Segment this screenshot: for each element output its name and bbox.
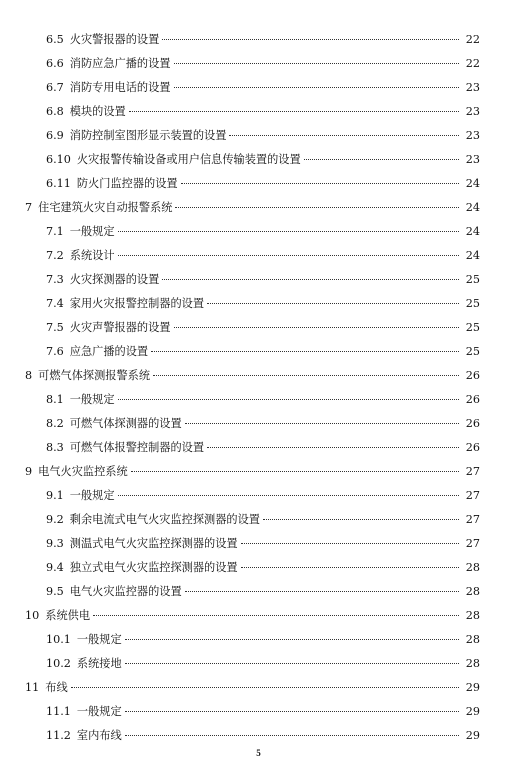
toc-entry-title: 系统供电 bbox=[45, 609, 91, 622]
toc-entry-page: 25 bbox=[465, 345, 480, 358]
toc-entry[interactable] bbox=[0, 388, 517, 412]
toc-entry-number: 9.3 bbox=[46, 537, 64, 550]
toc-entry-page: 23 bbox=[465, 81, 480, 94]
toc-entry-title: 电气火灾监控系统 bbox=[38, 465, 128, 478]
dot-leader bbox=[185, 423, 459, 424]
toc-entry-number: 9 bbox=[25, 465, 33, 478]
toc-entry-number: 8.1 bbox=[46, 393, 64, 406]
toc-entry-number: 10.1 bbox=[46, 633, 71, 646]
dot-leader bbox=[174, 327, 460, 328]
toc-entry[interactable] bbox=[0, 76, 517, 100]
dot-leader bbox=[185, 591, 459, 592]
dot-leader bbox=[151, 351, 459, 352]
toc-entry[interactable] bbox=[0, 556, 517, 580]
toc-entry-page: 29 bbox=[465, 681, 480, 694]
toc-entry-title: 消防控制室图形显示装置的设置 bbox=[69, 129, 227, 142]
toc-entry[interactable] bbox=[0, 172, 517, 196]
dot-leader bbox=[304, 159, 459, 160]
toc-entry-number: 7.2 bbox=[46, 249, 64, 262]
toc-entry[interactable] bbox=[0, 316, 517, 340]
toc-entry-page: 24 bbox=[465, 225, 480, 238]
toc-entry-title: 系统接地 bbox=[76, 657, 122, 670]
toc-entry[interactable] bbox=[0, 124, 517, 148]
dot-leader bbox=[174, 63, 460, 64]
toc-entry-number: 10 bbox=[25, 609, 40, 622]
toc-entry-title: 应急广播的设置 bbox=[69, 345, 149, 358]
toc-entry[interactable] bbox=[0, 676, 517, 700]
dot-leader bbox=[125, 711, 459, 712]
toc-entry-number: 8.2 bbox=[46, 417, 64, 430]
toc-entry-page: 22 bbox=[465, 57, 480, 70]
toc-entry-title: 布线 bbox=[45, 681, 68, 694]
toc-entry-page: 24 bbox=[465, 249, 480, 262]
dot-leader bbox=[118, 255, 459, 256]
dot-leader bbox=[118, 231, 459, 232]
toc-entry-page: 23 bbox=[465, 153, 480, 166]
toc-entry-number: 9.2 bbox=[46, 513, 64, 526]
toc-entry-title: 室内布线 bbox=[76, 729, 122, 742]
toc-entry[interactable] bbox=[0, 268, 517, 292]
toc-entry[interactable] bbox=[0, 700, 517, 724]
toc-entry-title: 独立式电气火灾监控探测器的设置 bbox=[69, 561, 238, 574]
dot-leader bbox=[162, 39, 459, 40]
dot-leader bbox=[241, 567, 459, 568]
toc-entry-page: 24 bbox=[465, 177, 480, 190]
dot-leader bbox=[71, 687, 459, 688]
toc-entry-page: 29 bbox=[465, 705, 480, 718]
toc-entry-title: 防火门监控器的设置 bbox=[76, 177, 178, 190]
toc-entry-page: 25 bbox=[465, 321, 480, 334]
toc-entry-title: 系统设计 bbox=[69, 249, 115, 262]
dot-leader bbox=[175, 207, 459, 208]
toc-entry-title: 火灾探测器的设置 bbox=[69, 273, 160, 286]
dot-leader bbox=[118, 399, 459, 400]
toc-entry-page: 26 bbox=[465, 369, 480, 382]
toc-entry-number: 7 bbox=[25, 201, 33, 214]
toc-entry-number: 6.11 bbox=[46, 177, 71, 190]
toc-entry-page: 28 bbox=[465, 657, 480, 670]
toc-entry[interactable] bbox=[0, 436, 517, 460]
toc-entry-title: 火灾警报器的设置 bbox=[69, 33, 160, 46]
dot-leader bbox=[181, 183, 459, 184]
toc-entry-title: 可燃气体探测报警系统 bbox=[38, 369, 151, 382]
toc-entry-number: 8.3 bbox=[46, 441, 64, 454]
toc-entry[interactable] bbox=[0, 484, 517, 508]
toc-entry-number: 10.2 bbox=[46, 657, 71, 670]
dot-leader bbox=[125, 639, 459, 640]
toc-entry-page: 28 bbox=[465, 585, 480, 598]
toc-entry-number: 7.1 bbox=[46, 225, 64, 238]
toc-entry-title: 一般规定 bbox=[76, 633, 122, 646]
toc-entry-page: 22 bbox=[465, 33, 480, 46]
toc-entry-title: 一般规定 bbox=[76, 705, 122, 718]
toc-entry-title: 消防应急广播的设置 bbox=[69, 57, 171, 70]
toc-entry-page: 27 bbox=[465, 465, 480, 478]
toc-entry-number: 7.6 bbox=[46, 345, 64, 358]
toc-entry-number: 6.6 bbox=[46, 57, 64, 70]
toc-entry-page: 23 bbox=[465, 129, 480, 142]
toc-entry-number: 6.5 bbox=[46, 33, 64, 46]
toc-entry[interactable] bbox=[0, 28, 517, 52]
toc-entry-title: 住宅建筑火灾自动报警系统 bbox=[38, 201, 173, 214]
toc-entry-number: 9.4 bbox=[46, 561, 64, 574]
toc-entry-number: 7.4 bbox=[46, 297, 64, 310]
toc-entry-number: 6.9 bbox=[46, 129, 64, 142]
page-number: 5 bbox=[256, 748, 261, 758]
toc-entry-title: 剩余电流式电气火灾监控探测器的设置 bbox=[69, 513, 260, 526]
toc-entry[interactable] bbox=[0, 580, 517, 604]
toc-entry-number: 6.8 bbox=[46, 105, 64, 118]
table-of-contents bbox=[0, 28, 517, 748]
toc-entry-number: 7.5 bbox=[46, 321, 64, 334]
toc-entry[interactable] bbox=[0, 460, 517, 484]
toc-entry-number: 6.10 bbox=[46, 153, 71, 166]
toc-entry-number: 11.2 bbox=[46, 729, 71, 742]
toc-entry[interactable] bbox=[0, 604, 517, 628]
toc-entry-number: 7.3 bbox=[46, 273, 64, 286]
dot-leader bbox=[131, 471, 459, 472]
toc-entry[interactable] bbox=[0, 148, 517, 172]
toc-entry-title: 一般规定 bbox=[69, 489, 115, 502]
toc-entry[interactable] bbox=[0, 52, 517, 76]
toc-entry[interactable] bbox=[0, 724, 517, 748]
dot-leader bbox=[153, 375, 459, 376]
toc-entry[interactable] bbox=[0, 508, 517, 532]
dot-leader bbox=[207, 447, 459, 448]
toc-entry-title: 测温式电气火灾监控探测器的设置 bbox=[69, 537, 238, 550]
dot-leader bbox=[129, 111, 459, 112]
toc-entry[interactable] bbox=[0, 412, 517, 436]
dot-leader bbox=[207, 303, 459, 304]
toc-entry-title: 家用火灾报警控制器的设置 bbox=[69, 297, 205, 310]
dot-leader bbox=[241, 543, 459, 544]
toc-entry-number: 9.1 bbox=[46, 489, 64, 502]
toc-entry-title: 一般规定 bbox=[69, 393, 115, 406]
toc-entry-page: 26 bbox=[465, 441, 480, 454]
toc-entry-page: 28 bbox=[465, 633, 480, 646]
toc-entry[interactable] bbox=[0, 196, 517, 220]
toc-entry-number: 6.7 bbox=[46, 81, 64, 94]
dot-leader bbox=[125, 663, 459, 664]
dot-leader bbox=[93, 615, 459, 616]
toc-entry[interactable] bbox=[0, 628, 517, 652]
toc-entry[interactable] bbox=[0, 244, 517, 268]
toc-entry-page: 28 bbox=[465, 609, 480, 622]
toc-entry-page: 27 bbox=[465, 513, 480, 526]
toc-entry-page: 28 bbox=[465, 561, 480, 574]
toc-entry-title: 可燃气体探测器的设置 bbox=[69, 417, 182, 430]
toc-entry[interactable] bbox=[0, 532, 517, 556]
toc-entry[interactable] bbox=[0, 340, 517, 364]
dot-leader bbox=[263, 519, 459, 520]
dot-leader bbox=[118, 495, 459, 496]
toc-entry-number: 11.1 bbox=[46, 705, 71, 718]
toc-entry-page: 26 bbox=[465, 417, 480, 430]
dot-leader bbox=[162, 279, 459, 280]
toc-entry-number: 11 bbox=[25, 681, 40, 694]
dot-leader bbox=[229, 135, 459, 136]
toc-entry-number: 8 bbox=[25, 369, 33, 382]
toc-entry-title: 电气火灾监控器的设置 bbox=[69, 585, 182, 598]
toc-entry-page: 23 bbox=[465, 105, 480, 118]
toc-entry[interactable] bbox=[0, 364, 517, 388]
dot-leader bbox=[125, 735, 459, 736]
toc-entry-number: 9.5 bbox=[46, 585, 64, 598]
toc-entry-page: 25 bbox=[465, 297, 480, 310]
toc-entry[interactable] bbox=[0, 100, 517, 124]
toc-entry-page: 26 bbox=[465, 393, 480, 406]
toc-entry[interactable] bbox=[0, 292, 517, 316]
toc-entry-title: 一般规定 bbox=[69, 225, 115, 238]
toc-entry-page: 29 bbox=[465, 729, 480, 742]
toc-entry-title: 火灾声警报器的设置 bbox=[69, 321, 171, 334]
toc-entry-title: 消防专用电话的设置 bbox=[69, 81, 171, 94]
dot-leader bbox=[174, 87, 460, 88]
toc-entry-page: 27 bbox=[465, 489, 480, 502]
toc-entry-title: 可燃气体报警控制器的设置 bbox=[69, 441, 205, 454]
toc-entry-title: 火灾报警传输设备或用户信息传输装置的设置 bbox=[76, 153, 301, 166]
toc-entry[interactable] bbox=[0, 220, 517, 244]
toc-entry-page: 24 bbox=[465, 201, 480, 214]
toc-entry-page: 25 bbox=[465, 273, 480, 286]
toc-entry-page: 27 bbox=[465, 537, 480, 550]
toc-entry-title: 模块的设置 bbox=[69, 105, 126, 118]
toc-entry[interactable] bbox=[0, 652, 517, 676]
